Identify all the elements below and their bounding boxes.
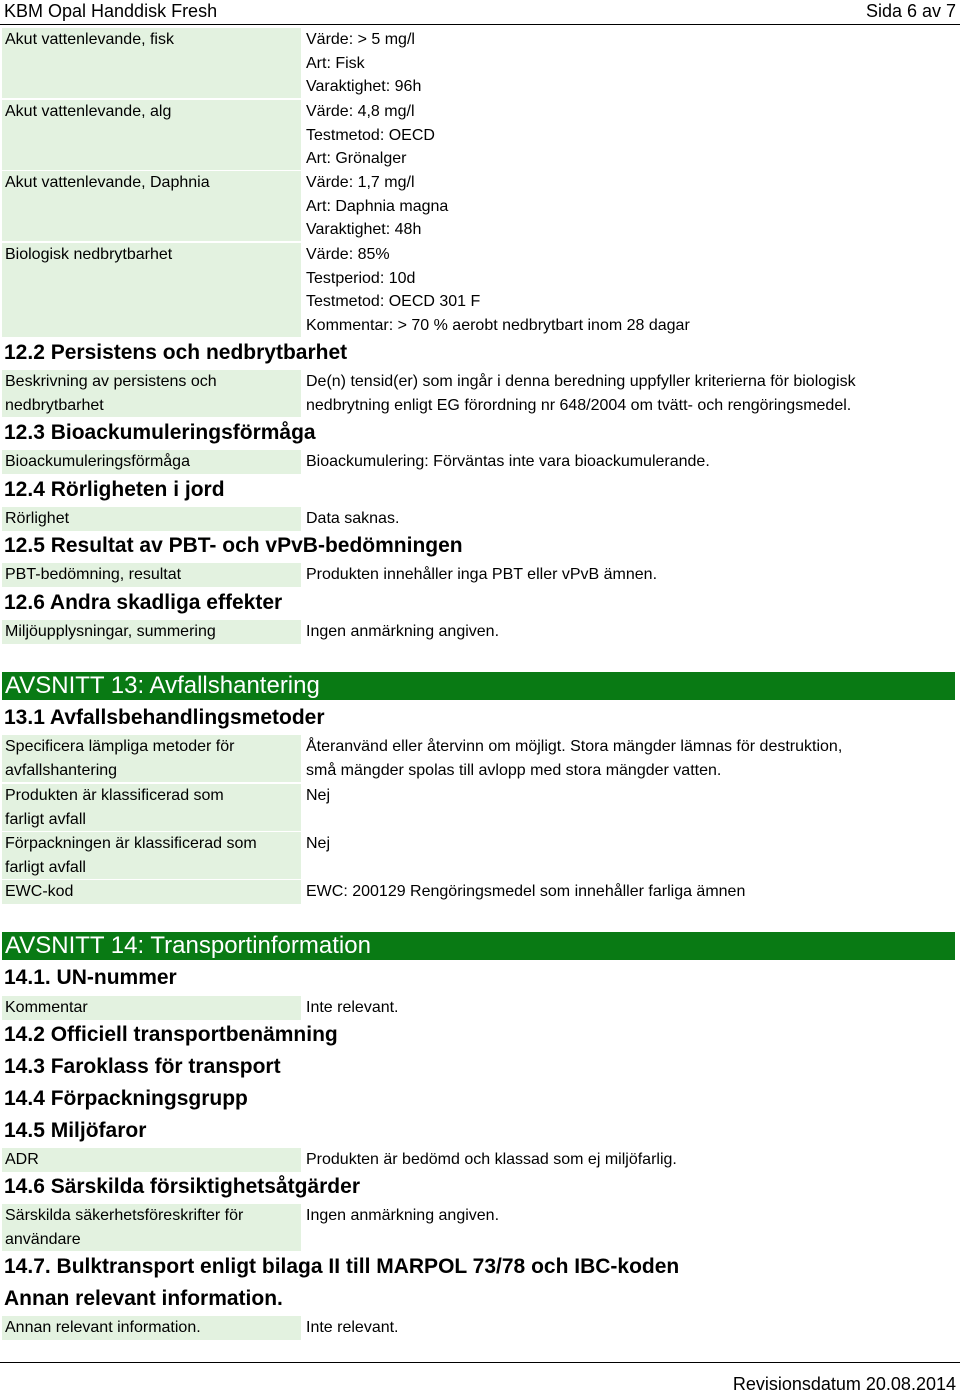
tox-label-alg: Akut vattenlevande, alg (2, 100, 301, 170)
value-line: nedbrytning enligt EG förordning nr 648/2004 om tvätt- och rengöringsmedel. (306, 396, 852, 414)
label-mobility: Rörlighet (2, 507, 301, 531)
label-user-precautions (2, 1204, 301, 1251)
page-number: Sida 6 av 7 (865, 1, 956, 21)
label-line: Specificera lämpliga metoder för (5, 738, 235, 755)
value-env-summary: Ingen anmärkning angiven. (306, 623, 500, 640)
value-bioaccumulation: Bioackumulering: Förväntas inte vara bioackumulerande. (306, 453, 710, 470)
label-line: Produkten är klassificerad som (5, 787, 224, 804)
tox-fish-line: Värde: > 5 mg/l (306, 31, 415, 48)
revision-date: Revisionsdatum 20.08.2014 (732, 1374, 956, 1394)
value-packaging-hazardous: Nej (306, 835, 331, 852)
value-line: Återanvänd eller återvinn om möjligt. Stora mängder lämnas för destruktion, (306, 738, 843, 755)
tox-daphnia-line: Art: Daphnia magna (306, 197, 449, 215)
label-line: användare (5, 1230, 81, 1248)
value-comment: Inte relevant. (306, 999, 399, 1016)
tox-alg-line: Värde: 4,8 mg/l (306, 103, 415, 120)
label-comment: Kommentar (2, 996, 301, 1020)
tox-fish-line: Art: Fisk (306, 54, 365, 72)
heading-14-5: 14.5 Miljöfaror (4, 1119, 147, 1142)
label-adr: ADR (2, 1148, 301, 1172)
tox-biodeg-line: Testmetod: OECD 301 F (306, 293, 481, 310)
label-waste-methods (2, 735, 301, 782)
tox-daphnia-line: Varaktighet: 48h (306, 221, 422, 238)
heading-14-1: 14.1. UN-nummer (4, 966, 177, 989)
label-line: nedbrytbarhet (5, 396, 104, 414)
label-persistence (2, 370, 301, 417)
heading-14-7: 14.7. Bulktransport enligt bilaga II till MARPOL 73/78 och IBC-koden (4, 1255, 680, 1278)
section-13-banner: AVSNITT 13: Avfallshantering (2, 672, 955, 700)
tox-values-biodeg (306, 243, 946, 337)
value-adr: Produkten är bedömd och klassad som ej miljöfarlig. (306, 1151, 677, 1168)
document-title: KBM Opal Handdisk Fresh (4, 1, 218, 21)
heading-other-info: Annan relevant information. (4, 1287, 283, 1310)
value-other-info: Inte relevant. (306, 1319, 399, 1336)
value-ewc: EWC: 200129 Rengöringsmedel som innehåller farliga ämnen (306, 883, 746, 900)
value-line: De(n) tensid(er) som ingår i denna beredning uppfyller kriterierna för biologisk (306, 373, 856, 390)
label-product-hazardous (2, 784, 301, 831)
label-line: avfallshantering (5, 761, 118, 779)
footer-divider (0, 1362, 960, 1363)
label-pbt: PBT-bedömning, resultat (2, 563, 301, 587)
value-mobility: Data saknas. (306, 510, 400, 527)
value-product-hazardous: Nej (306, 787, 331, 804)
heading-12-5: 12.5 Resultat av PBT- och vPvB-bedömningen (4, 534, 463, 557)
tox-biodeg-line: Värde: 85% (306, 246, 390, 263)
header-divider (0, 24, 960, 25)
value-persistence (306, 370, 946, 417)
heading-14-2: 14.2 Officiell transportbenämning (4, 1023, 338, 1046)
value-waste-methods (306, 735, 946, 782)
tox-alg-line: Art: Grönalger (306, 150, 407, 167)
tox-fish-line: Varaktighet: 96h (306, 78, 422, 95)
tox-label-fish: Akut vattenlevande, fisk (2, 28, 301, 98)
label-line: farligt avfall (5, 810, 86, 828)
tox-label-biodeg: Biologisk nedbrytbarhet (2, 243, 301, 337)
tox-alg-line: Testmetod: OECD (306, 126, 435, 144)
label-ewc: EWC-kod (2, 880, 301, 904)
value-pbt: Produkten innehåller inga PBT eller vPvB ämnen. (306, 566, 658, 583)
value-line: små mängder spolas till avlopp med stora mängder vatten. (306, 761, 722, 779)
label-line: Förpackningen är klassificerad som (5, 835, 257, 852)
label-line: Beskrivning av persistens och (5, 373, 217, 390)
tox-values-alg (306, 100, 946, 171)
tox-biodeg-line: Testperiod: 10d (306, 269, 416, 287)
label-other-info: Annan relevant information. (2, 1316, 301, 1340)
label-bioaccumulation: Bioackumuleringsförmåga (2, 450, 301, 474)
label-packaging-hazardous (2, 832, 301, 879)
label-line: farligt avfall (5, 858, 86, 876)
heading-12-2: 12.2 Persistens och nedbrytbarhet (4, 341, 348, 364)
tox-biodeg-line: Kommentar: > 70 % aerobt nedbrytbart inom 28 dagar (306, 316, 690, 334)
label-env-summary: Miljöupplysningar, summering (2, 620, 301, 644)
section-14-banner: AVSNITT 14: Transportinformation (2, 932, 955, 960)
heading-13-1: 13.1 Avfallsbehandlingsmetoder (4, 706, 325, 729)
heading-12-6: 12.6 Andra skadliga effekter (4, 591, 283, 614)
tox-values-fish (306, 28, 946, 99)
tox-daphnia-line: Värde: 1,7 mg/l (306, 174, 415, 191)
label-line: Särskilda säkerhetsföreskrifter för (5, 1207, 244, 1224)
heading-14-4: 14.4 Förpackningsgrupp (4, 1087, 248, 1110)
tox-values-daphnia (306, 171, 946, 242)
value-user-precautions: Ingen anmärkning angiven. (306, 1207, 500, 1224)
heading-12-4: 12.4 Rörligheten i jord (4, 478, 225, 501)
heading-14-6: 14.6 Särskilda försiktighetsåtgärder (4, 1175, 360, 1198)
heading-12-3: 12.3 Bioackumuleringsförmåga (4, 421, 316, 444)
heading-14-3: 14.3 Faroklass för transport (4, 1055, 281, 1078)
tox-label-daphnia: Akut vattenlevande, Daphnia (2, 171, 301, 241)
